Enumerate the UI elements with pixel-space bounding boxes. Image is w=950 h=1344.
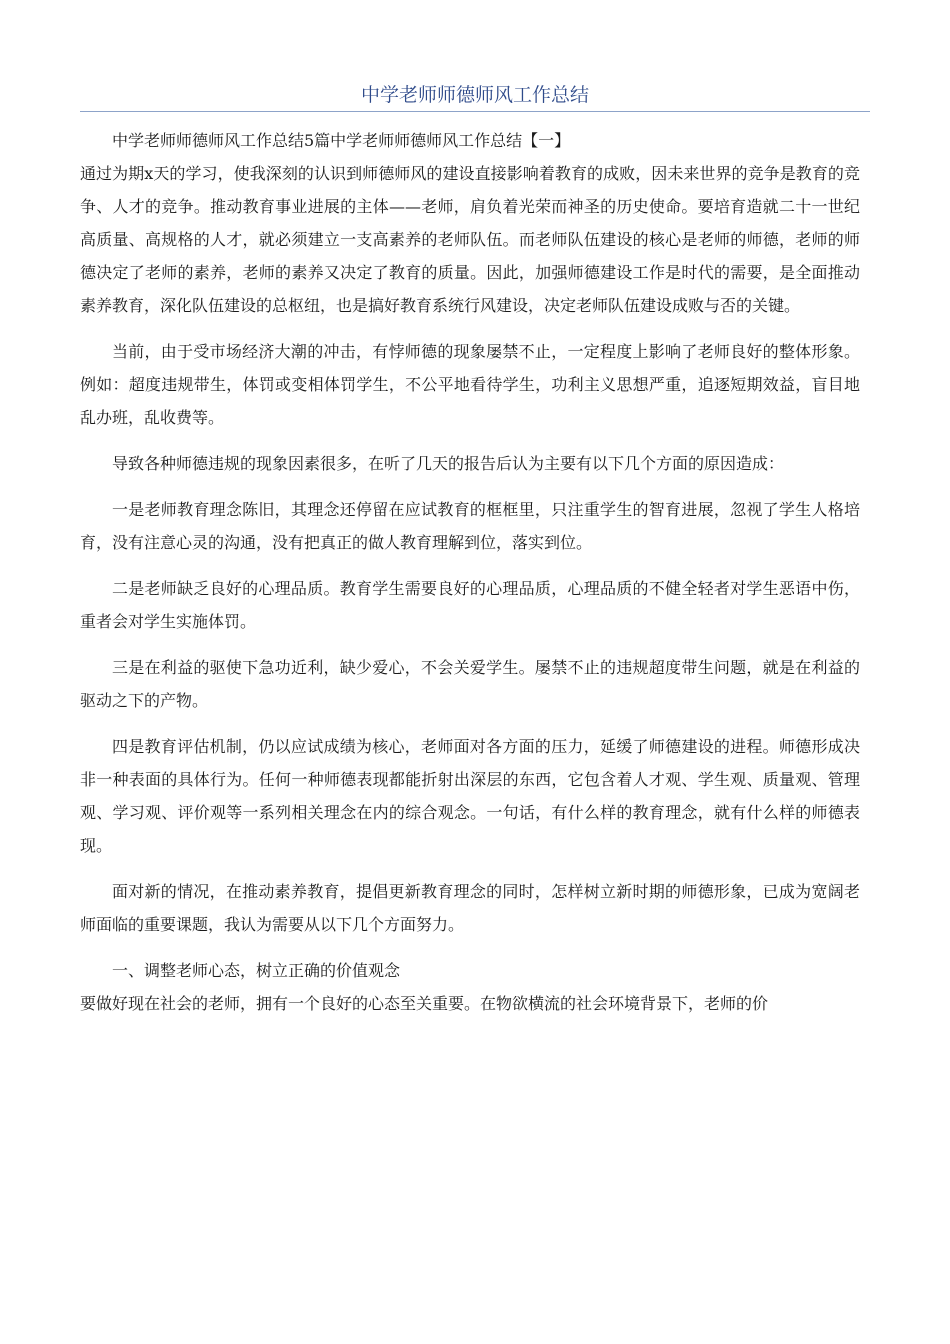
page-header-title: 中学老师师德师风工作总结 — [80, 80, 870, 112]
subtitle-paragraph: 中学老师师德师风工作总结5篇中学老师师德师风工作总结【一】 — [112, 131, 571, 150]
body-paragraph: 一是老师教育理念陈旧，其理念还停留在应试教育的框框里，只注重学生的智育进展，忽视了学生人格培育，没有注意心灵的沟通，没有把真正的做人教育理解到位，落实到位。 — [80, 500, 860, 552]
document-body — [80, 124, 860, 1020]
body-paragraph: 要做好现在社会的老师，拥有一个良好的心态至关重要。在物欲横流的社会环境背景下，老师的价 — [80, 994, 769, 1013]
body-paragraph: 当前，由于受市场经济大潮的冲击，有悖师德的现象屡禁不止，一定程度上影响了老师良好的整体形象。例如：超度违规带生，体罚或变相体罚学生，不公平地看待学生，功利主义思想严重，追逐短期效益，盲目地乱办班，乱收费等。 — [80, 342, 860, 427]
body-paragraph: 导致各种师德违规的现象因素很多，在听了几天的报告后认为主要有以下几个方面的原因造成： — [112, 454, 785, 473]
body-paragraph: 通过为期x天的学习，使我深刻的认识到师德师风的建设直接影响着教育的成败，因未来世界的竞争是教育的竞争、人才的竞争。推动教育事业进展的主体——老师，肩负着光荣而神圣的历史使命。要培育造就二十一世纪高质量、高规格的人才，就必须建立一支高素养的老师队伍。而老师队伍建设的核心是老师的师德，老师的师德决定了老师的素养，老师的素养又决定了教育的质量。因此，加强师德建设工作是时代的需要，是全面推动素养教育，深化队伍建设的总枢纽，也是搞好教育系统行风建设，决定老师队伍建设成败与否的关键。 — [80, 164, 860, 315]
body-paragraph: 三是在利益的驱使下急功近利，缺少爱心，不会关爱学生。屡禁不止的违规超度带生问题，就是在利益的驱动之下的产物。 — [80, 658, 860, 710]
body-paragraph: 面对新的情况，在推动素养教育，提倡更新教育理念的同时，怎样树立新时期的师德形象，已成为宽阔老师面临的重要课题，我认为需要从以下几个方面努力。 — [80, 882, 860, 934]
body-paragraph: 二是老师缺乏良好的心理品质。教育学生需要良好的心理品质，心理品质的不健全轻者对学生恶语中伤，重者会对学生实施体罚。 — [80, 579, 860, 631]
section-heading: 一、调整老师心态，树立正确的价值观念 — [112, 961, 401, 980]
body-paragraph: 四是教育评估机制，仍以应试成绩为核心，老师面对各方面的压力，延缓了师德建设的进程。师德形成决非一种表面的具体行为。任何一种师德表现都能折射出深层的东西，它包含着人才观、学生观、质量观、管理观、学习观、评价观等一系列相关理念在内的综合观念。一句话，有什么样的教育理念，就有什么样的师德表现。 — [80, 737, 860, 855]
